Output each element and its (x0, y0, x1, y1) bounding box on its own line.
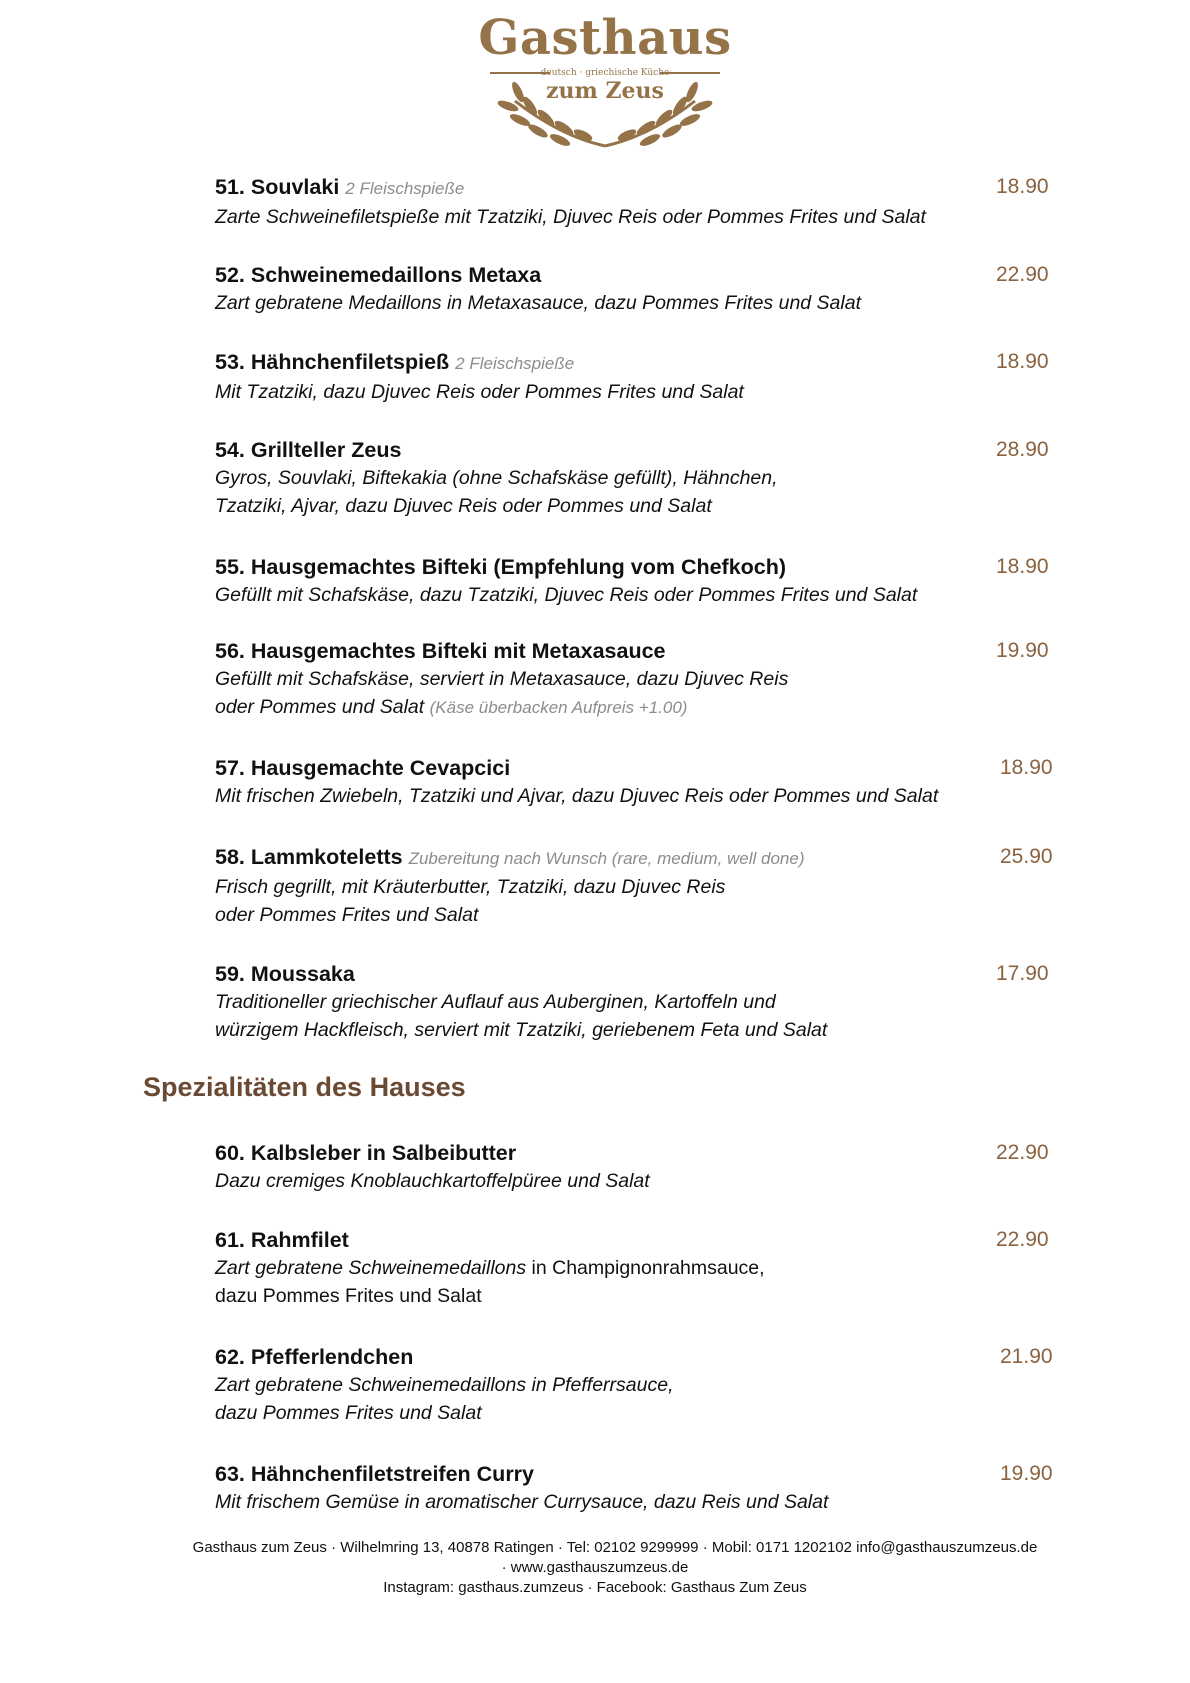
footer (0, 1538, 1190, 1598)
item-description: würzigem Hackfleisch, serviert mit Tzatziki, geriebenem Feta und Salat (215, 1019, 828, 1041)
footer-contact: Gasthaus zum Zeus · Wilhelmring 13, 40878 Ratingen · Tel: 02102 9299999 · Mobil: 0171 1202102 info@gasthauszumzeus.de (192, 1539, 1038, 1556)
item-note: 2 Fleischspieße (345, 179, 465, 198)
item-price: 22.90 (996, 1141, 1049, 1164)
menu-item (215, 754, 1065, 810)
item-description: Traditioneller griechischer Auflauf aus Auberginen, Kartoffeln und (215, 991, 776, 1013)
item-description: in Champignonrahmsauce, (526, 1257, 765, 1279)
menu-item (215, 637, 1065, 722)
item-price: 21.90 (1000, 1345, 1053, 1368)
menu-item (215, 348, 1065, 406)
item-description: dazu Pommes Frites und Salat (215, 1402, 482, 1424)
item-description: Mit frischem Gemüse in aromatischer Currysauce, dazu Reis und Salat (215, 1491, 829, 1513)
logo-subtitle: deutsch · griechische Küche (540, 68, 670, 78)
restaurant-logo (470, 10, 740, 140)
item-title: 54. Grillteller Zeus (215, 438, 402, 462)
footer-website: · www.gasthauszumzeus.de (501, 1559, 689, 1576)
menu-item (215, 1343, 1065, 1427)
item-description: Frisch gegrillt, mit Kräuterbutter, Tzatziki, dazu Djuvec Reis (215, 876, 726, 898)
item-title: 57. Hausgemachte Cevapcici (215, 756, 511, 780)
item-title: 53. Hähnchenfiletspieß (215, 350, 450, 374)
item-description: Tzatziki, Ajvar, dazu Djuvec Reis oder Pommes und Salat (215, 495, 712, 517)
menu-item (215, 436, 1065, 520)
item-price: 28.90 (996, 438, 1049, 461)
item-description: Zart gebratene Schweinemedaillons (215, 1257, 527, 1279)
item-note: 2 Fleischspieße (455, 354, 575, 373)
item-price: 17.90 (996, 962, 1049, 985)
logo-name: zum Zeus (546, 78, 664, 104)
item-description: Zart gebratene Medaillons in Metaxasauce, dazu Pommes Frites und Salat (215, 292, 861, 314)
menu-item (215, 960, 1065, 1044)
item-title: 56. Hausgemachtes Bifteki mit Metaxasauce (215, 639, 666, 663)
item-title: 61. Rahmfilet (215, 1228, 349, 1252)
item-price: 18.90 (996, 350, 1049, 373)
item-description: Gyros, Souvlaki, Biftekakia (ohne Schafskäse gefüllt), Hähnchen, (215, 467, 778, 489)
item-title: 58. Lammkoteletts (215, 845, 403, 869)
item-title: 63. Hähnchenfiletstreifen Curry (215, 1462, 535, 1486)
item-description: Zart gebratene Schweinemedaillons in Pfefferrsauce, (215, 1374, 674, 1396)
item-price: 18.90 (996, 175, 1049, 198)
item-title: 51. Souvlaki (215, 175, 340, 199)
section-title: Spezialitäten des Hauses (143, 1072, 466, 1102)
item-price: 19.90 (1000, 1462, 1053, 1485)
footer-social: Instagram: gasthaus.zumzeus · Facebook: Gasthaus Zum Zeus (383, 1579, 807, 1596)
item-price: 25.90 (1000, 845, 1053, 868)
item-title: 59. Moussaka (215, 962, 355, 986)
menu-item (215, 843, 1065, 929)
item-description: dazu Pommes Frites und Salat (215, 1285, 482, 1307)
item-description: Zarte Schweinefiletspieße mit Tzatziki, Djuvec Reis oder Pommes Frites und Salat (215, 206, 926, 228)
item-note: (Käse überbacken Aufpreis +1.00) (429, 698, 688, 717)
item-description: oder Pommes Frites und Salat (215, 904, 479, 926)
menu-item (215, 1226, 1065, 1310)
item-title: 55. Hausgemachtes Bifteki (Empfehlung vom Chefkoch) (215, 555, 787, 579)
item-price: 19.90 (996, 639, 1049, 662)
item-description: oder Pommes und Salat (215, 696, 425, 718)
item-price: 22.90 (996, 263, 1049, 286)
item-description: Mit Tzatziki, dazu Djuvec Reis oder Pommes Frites und Salat (215, 381, 744, 403)
item-price: 22.90 (996, 1228, 1049, 1251)
item-description: Dazu cremiges Knoblauchkartoffelpüree und Salat (215, 1170, 650, 1192)
item-description: Gefüllt mit Schafskäse, dazu Tzatziki, Djuvec Reis oder Pommes Frites und Salat (215, 584, 918, 606)
item-description: Gefüllt mit Schafskäse, serviert in Metaxasauce, dazu Djuvec Reis (215, 668, 789, 690)
item-title: 60. Kalbsleber in Salbeibutter (215, 1141, 517, 1165)
logo-title: Gasthaus (478, 10, 732, 66)
item-price: 18.90 (1000, 756, 1053, 779)
item-price: 18.90 (996, 555, 1049, 578)
menu-item (215, 1460, 1065, 1516)
menu-item (215, 553, 1065, 609)
item-title: 62. Pfefferlendchen (215, 1345, 414, 1369)
menu-item (215, 261, 1065, 317)
item-title: 52. Schweinemedaillons Metaxa (215, 263, 542, 287)
item-description: Mit frischen Zwiebeln, Tzatziki und Ajvar, dazu Djuvec Reis oder Pommes und Salat (215, 785, 939, 807)
item-note: Zubereitung nach Wunsch (rare, medium, well done) (408, 849, 805, 868)
menu-item (215, 1139, 1065, 1195)
menu-item (215, 173, 1065, 231)
